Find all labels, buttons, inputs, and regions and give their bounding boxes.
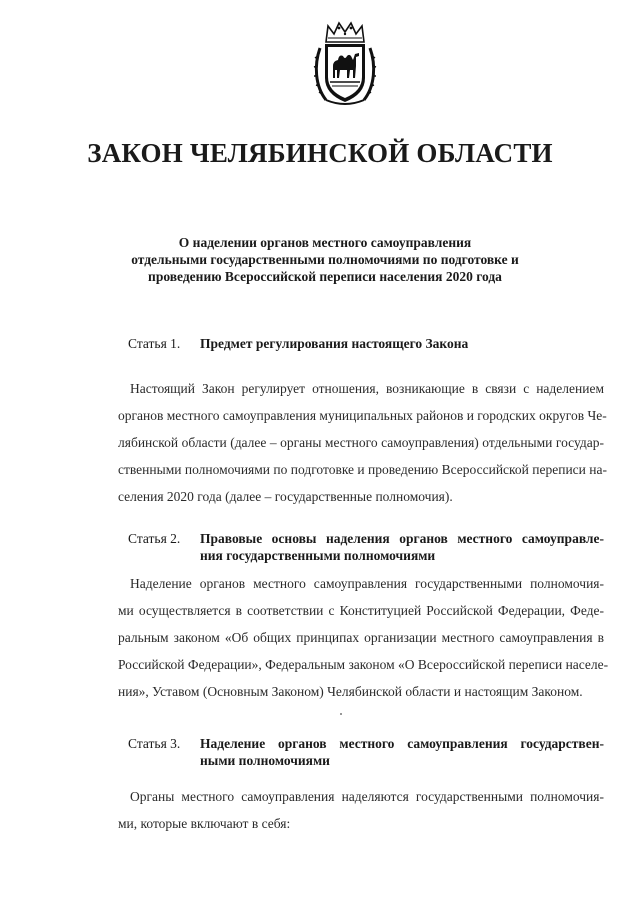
- article-2-body: [118, 570, 609, 705]
- paragraph-line: ми, которые включают в себя:: [118, 816, 291, 831]
- law-subject: [60, 234, 590, 285]
- article-title: [200, 530, 604, 564]
- law-title: ЗАКОН ЧЕЛЯБИНСКОЙ ОБЛАСТИ: [87, 138, 553, 168]
- article-2-heading: [128, 530, 604, 564]
- paragraph-line: лябинской области (далее – органы местного самоуправления) отдельными государ-: [118, 435, 604, 450]
- article-3-heading: [128, 735, 604, 769]
- subject-line: проведению Всероссийской переписи населения 2020 года: [148, 269, 502, 284]
- paragraph-line: Настоящий Закон регулирует отношения, возникающие в связи с наделением: [130, 381, 604, 396]
- article-title-line: Правовые основы наделения органов местного самоуправле-: [200, 531, 604, 546]
- subject-line: О наделении органов местного самоуправления: [178, 235, 472, 250]
- article-number: Статья 2.: [128, 531, 181, 546]
- paragraph-line: ственными полномочиями по подготовке и проведению Всероссийской переписи на-: [118, 462, 607, 477]
- paragraph-line: ния», Уставом (Основным Законом) Челябинской области и настоящим Законом.: [118, 684, 583, 699]
- article-title-line: ния государственными полномочиями: [200, 548, 436, 563]
- article-title: [200, 735, 604, 769]
- paragraph-line: Органы местного самоуправления наделяются государственными полномочия-: [130, 789, 604, 804]
- paragraph-line: селения 2020 года (далее – государственные полномочия).: [118, 489, 453, 504]
- paragraph-line: Наделение органов местного самоуправления государственными полномочия-: [130, 576, 604, 591]
- subject-line: отдельными государственными полномочиями по подготовке и: [131, 252, 519, 267]
- paragraph-line: органов местного самоуправления муниципальных районов и городских округов Че-: [118, 408, 607, 423]
- article-number: Статья 1.: [128, 336, 181, 351]
- paragraph-line: Российской Федерации», Федеральным законом «О Всероссийской переписи населе-: [118, 657, 609, 672]
- article-title-line: Предмет регулирования настоящего Закона: [200, 336, 469, 351]
- article-1-body: [118, 375, 607, 510]
- coat-of-arms-icon: [312, 20, 378, 110]
- article-title-line: Наделение органов местного самоуправления государствен-: [200, 736, 604, 751]
- paragraph-line: ральным законом «Об общих принципах организации местного самоуправления в: [118, 630, 604, 645]
- article-number: Статья 3.: [128, 736, 181, 751]
- article-title: [200, 335, 604, 352]
- scan-speck: [340, 713, 342, 715]
- article-1-heading: [128, 335, 604, 352]
- paragraph-line: ми осуществляется в соответствии с Конституцией Российской Федерации, Феде-: [118, 603, 604, 618]
- article-3-body: [118, 783, 604, 837]
- article-title-line: ными полномочиями: [200, 753, 330, 768]
